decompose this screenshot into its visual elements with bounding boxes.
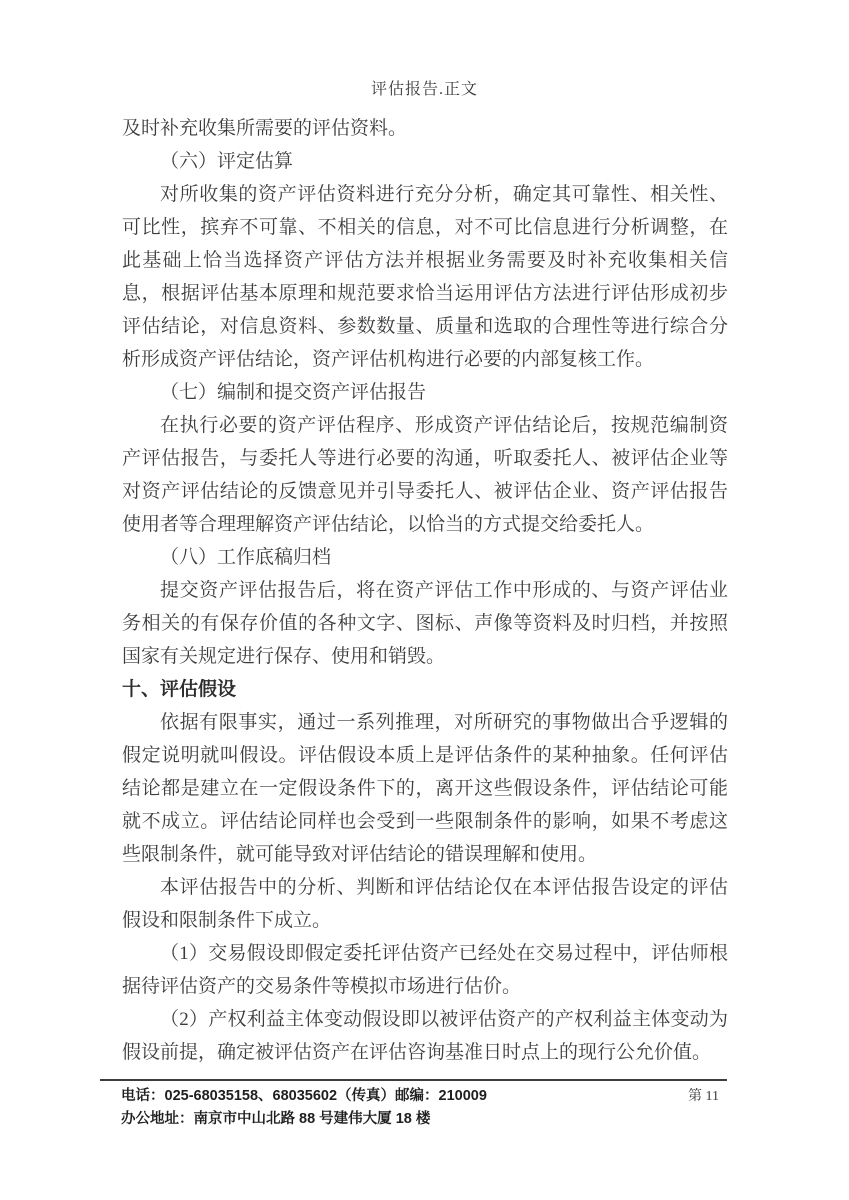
paragraph: 在执行必要的资产评估程序、形成资产评估结论后，按规范编制资产评估报告，与委托人等进行必要的沟通，听取委托人、被评估企业等对资产评估结论的反馈意见并引导委托人、被评估企业、资产评估报告使用者等合理理解资产评估结论，以恰当的方式提交给委托人。 — [122, 415, 728, 535]
paragraph: （八）工作底稿归档 — [160, 547, 332, 568]
paragraph: （1）交易假设即假定委托评估资产已经处在交易过程中，评估师根据待评估资产的交易条件等模拟市场进行估价。 — [122, 943, 728, 997]
paragraph: （六）评定估算 — [160, 151, 294, 172]
paragraph: （2）产权利益主体变动假设即以被评估资产的产权利益主体变动为假设前提，确定被评估资产在评估咨询基准日时点上的现行公允价值。 — [122, 1009, 728, 1063]
page-footer — [100, 1079, 727, 1131]
footer-page-number: 第 11 — [688, 1089, 719, 1104]
paragraph: 及时补充收集所需要的评估资料。 — [122, 118, 408, 139]
footer-divider — [100, 1079, 727, 1081]
footer-address-line: 办公地址：南京市中山北路 88 号建伟大厦 18 楼 — [121, 1111, 431, 1127]
page-header-title: 评估报告.正文 — [370, 81, 478, 98]
paragraph: 本评估报告中的分析、判断和评估结论仅在本评估报告设定的评估假设和限制条件下成立。 — [122, 877, 728, 931]
paragraph: （七）编制和提交资产评估报告 — [160, 382, 427, 403]
paragraph: 依据有限事实，通过一系列推理，对所研究的事物做出合乎逻辑的假定说明就叫假设。评估假设本质上是评估条件的某种抽象。任何评估结论都是建立在一定假设条件下的，离开这些假设条件，评估结论可能就不成立。评估结论同样也会受到一些限制条件的影响，如果不考虑这些限制条件，就可能导致对评估结论的错误理解和使用。 — [122, 712, 728, 865]
document-body — [122, 112, 728, 1069]
footer-contact-block — [100, 1085, 727, 1131]
paragraph: 提交资产评估报告后，将在资产评估工作中形成的、与资产评估业务相关的有保存价值的各种文字、图标、声像等资料及时归档，并按照国家有关规定进行保存、使用和销毁。 — [122, 580, 728, 667]
footer-phone-line: 电话：025-68035158、68035602（传真）邮编：210009 — [121, 1088, 487, 1104]
section-heading: 十、评估假设 — [122, 679, 237, 700]
paragraph: 对所收集的资产评估资料进行充分分析，确定其可靠性、相关性、可比性，摈弃不可靠、不相关的信息，对不可比信息进行分析调整，在此基础上恰当选择资产评估方法并根据业务需要及时补充收集相关信息，根据评估基本原理和规范要求恰当运用评估方法进行评估形成初步评估结论，对信息资料、参数数量、质量和选取的合理性等进行综合分析形成资产评估结论，资产评估机构进行必要的内部复核工作。 — [122, 184, 728, 370]
